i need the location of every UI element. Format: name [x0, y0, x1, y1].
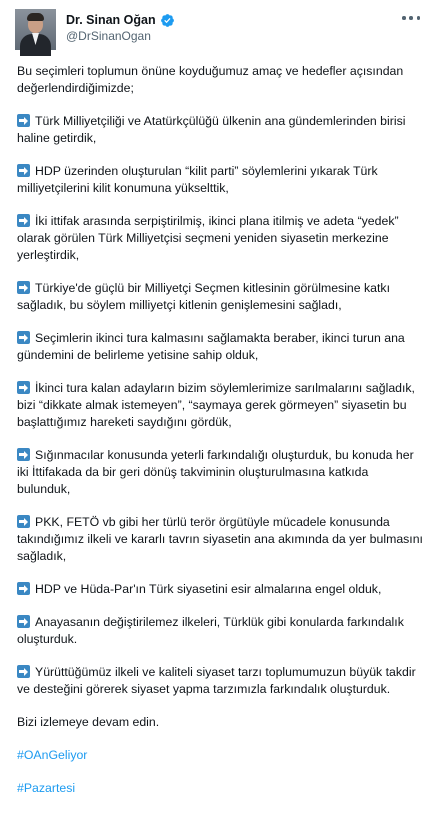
- list-item-text: Türk Milliyetçiliği ve Atatürkçülüğü ülkenin ana gündemlerinden birisi haline getirdik,: [17, 114, 406, 145]
- right-arrow-icon: [17, 281, 30, 294]
- list-item: [17, 514, 425, 565]
- list-item: [17, 581, 425, 598]
- avatar[interactable]: [15, 9, 56, 50]
- right-arrow-icon: [17, 448, 30, 461]
- more-dot: [402, 16, 406, 20]
- list-item-text: Türkiye'de güçlü bir Milliyetçi Seçmen kitlesinin görülmesine katkı sağladık, bu söylem milliyetçi kitlenin genişlemesini sağladı,: [17, 281, 390, 312]
- list-item-text: Seçimlerin ikinci tura kalmasını sağlamakta beraber, ikinci turun ana gündemini de belirleme yetisine sahip olduk,: [17, 331, 405, 362]
- tweet-closing: Bizi izlemeye devam edin.: [17, 715, 160, 729]
- right-arrow-icon: [17, 582, 30, 595]
- right-arrow-icon: [17, 164, 30, 177]
- list-item: [17, 664, 425, 698]
- right-arrow-icon: [17, 331, 30, 344]
- right-arrow-icon: [17, 515, 30, 528]
- list-item-text: İkinci tura kalan adayların bizim söylemlerimize sarılmalarını sağladık, bizi “dikkate almak istemeyen”, “saymaya gerek görmeyen” siyasetin bu başlattığımız hareketi saydığını gördük,: [17, 381, 415, 429]
- more-options-icon[interactable]: [402, 14, 420, 22]
- list-item: [17, 614, 425, 648]
- list-item-text: İki ittifak arasında serpiştirilmiş, ikinci plana itilmiş ve adeta “yedek” olarak görülen Türk Milliyetçisi seçmeni yeniden siyasetin merkezine yerleştirdik,: [17, 214, 399, 262]
- avatar-hair: [27, 13, 44, 21]
- list-item-text: Anayasanın değiştirilemez ilkeleri, Türklük gibi konularda farkındalık oluşturduk.: [17, 615, 404, 646]
- list-item: [17, 280, 425, 314]
- right-arrow-icon: [17, 665, 30, 678]
- list-item: [17, 380, 425, 431]
- author-name-row[interactable]: [66, 11, 175, 29]
- list-item: [17, 330, 425, 364]
- verified-badge-icon: [160, 13, 175, 28]
- right-arrow-icon: [17, 615, 30, 628]
- right-arrow-icon: [17, 114, 30, 127]
- list-item-text: HDP üzerinden oluşturulan “kilit parti” söylemlerini yıkarak Türk milliyetçilerini kilit konumuna yükselttik,: [17, 164, 378, 195]
- list-item: [17, 213, 425, 264]
- author-handle[interactable]: @DrSinanOgan: [66, 29, 151, 43]
- tweet-intro: Bu seçimleri toplumun önüne koyduğumuz amaç ve hedefler açısından değerlendirdiğimizde;: [17, 64, 404, 95]
- list-item-text: HDP ve Hüda-Par'ın Türk siyasetini esir almalarına engel olduk,: [35, 582, 382, 596]
- right-arrow-icon: [17, 214, 30, 227]
- hashtag-pazartesi[interactable]: #Pazartesi: [17, 781, 76, 795]
- tweet-text: [17, 63, 425, 813]
- more-dot: [409, 16, 413, 20]
- author-name[interactable]: Dr. Sinan Oğan: [66, 13, 156, 27]
- list-item: [17, 163, 425, 197]
- list-item-text: Yürüttüğümüz ilkeli ve kaliteli siyaset tarzı toplumumuzun büyük takdir ve desteğini görerek siyaset yapma tarzımızla farkındalık oluşturduk.: [17, 665, 416, 696]
- list-item-text: Sığınmacılar konusunda yeterli farkındalığı oluşturduk, bu konuda her iki İttifakada da bir geri dönüş takviminin oluşturulmasına katkıda bulunduk,: [17, 448, 414, 496]
- list-item: [17, 113, 425, 147]
- list-item: [17, 447, 425, 498]
- right-arrow-icon: [17, 381, 30, 394]
- hashtag-link: [17, 780, 425, 797]
- list-item-text: PKK, FETÖ vb gibi her türlü terör örgütüyle mücadele konusunda takındığımız ilkeli ve kararlı tavrın siyasetin ana akımında da yer bulmasını sağladık,: [17, 515, 423, 563]
- more-dot: [417, 16, 421, 20]
- hashtag-oangeliyor[interactable]: #OAnGeliyor: [17, 748, 88, 762]
- hashtag-link: [17, 747, 425, 764]
